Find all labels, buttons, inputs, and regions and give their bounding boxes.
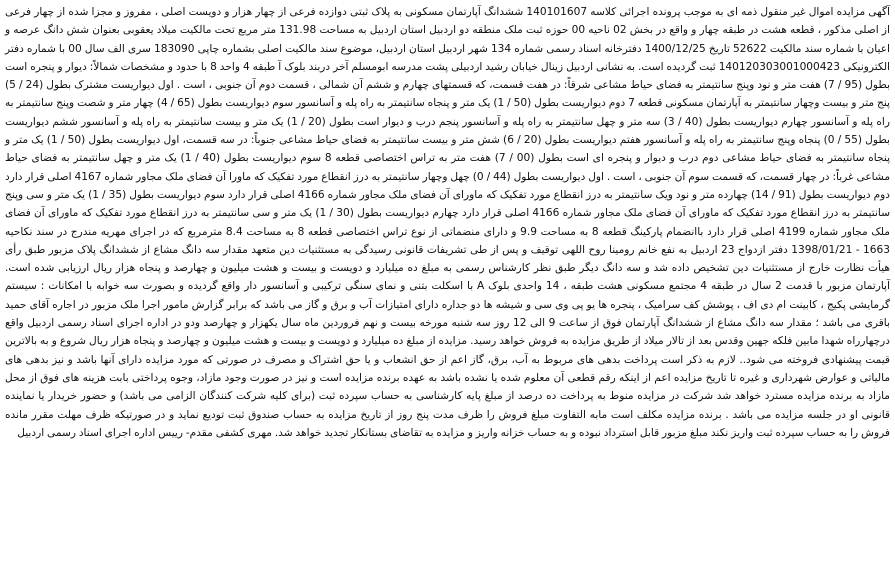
- auction-notice-text: آگهی مزایده اموال غیر منقول ذمه ای به موجب پرونده اجرائی کلاسه 140101607 ششدانگ آپارتمان مسکونی به پلاک ثبتی دوازده فرعی از چهار هزار و دویست اصلی ، مفروز و مجزا شده از چهار فرعی از اصلی مذکور ، قطعه هشت در طبقه چهار و واقع در بخش 02 ناحیه 00 حوزه ثبت ملک منطقه دو اردبیل استان اردبیل به مساحت 131.98 متر مربع تحت مالکیت میلاد یعقوبی بعنوان شش دانگ عرصه و اعیان با شماره سند مالکیت 52622 تاریخ 1400/12/25 دفترخانه اسناد رسمی شماره 134 شهر اردبیل استان اردبیل، موضوع سند مالکیت اصلی بشماره چاپی 183090 سری الف سال 00 با شماره دفتر الکترونیکی 140120303001000423 ثبت گردیده است. به نشانی اردبیل زینال خیابان رشید اردبیلی پشت مدرسه ابومسلم آخر دربند بلوک آ طبقه 4 واحد 8 با حدود و مشخصات شمالاً: دیوار و پنجره است بطول (95 / 7) هفت متر و نود وپنج سانتیمتر به فضای حیاط مشاعی شرقاً: در هفت قسمت، که قسمتهای چهارم و ششم آن شمالی ، قسمت دوم آن جنوبی ، است . اول دیواریست مشترک بطول (24 / 5) پنج متر و بیست وچهار سانتیمتر به آپارتمان مسکونی قطعه 7 دوم دیواریست بطول (50 / 1) یک متر و پنجاه سانتیمتر به راه پله و آسانسور سوم دیواریست بطول (65 / 4) چهار متر و شصت وپنج سانتیمتر به راه پله و آسانسور چهارم دیواریست بطول (40 / 3) سه متر و چهل سانتیمتر به راه پله و آسانسور پنجم درب و دیوار است بطول (20 / 1) یک متر و بیست سانتیمتر به راه پله و آسانسور ششم دیواریست بطول (55 / 0) پنجاه وپنج سانتیمتر به راه پله و آسانسور هفتم دیواریست بطول (20 / 6) شش متر و بیست سانتیمتر به فضای حیاط مشاعی جنوباً: در سه قسمت، اول دیواریست بطول (50 / 1) یک متر و پنجاه سانتیمتر به فضای حیاط مشاعی دوم درب و دیوار و پنجره ای است بطول (00 / 7) هفت متر به تراس اختصاصی قطعه 8 سوم دیواریست بطول (40 / 1) یک متر و چهل سانتیمتر به فضای حیاط مشاعی غرباً: در چهار قسمت، که قسمت سوم آن جنوبی ، است . اول دیواریست بطول (44 / 0) چهل وچهار سانتیمتر به درز انقطاع مورد تفکیک که ماورا آن فضای ملک مجاور شماره 4167 اصلی قرار دارد دوم دیواریست بطول (91 / 14) چهارده متر و نود ویک سانتیمتر به درز انقطاع مورد تفکیک که ماورای آن فضای ملک مجاور شماره 4166 اصلی قرار دارد سوم دیواریست بطول (35 / 1) یک متر و سی وپنج سانتیمتر به درز انقطاع مورد تفکیک که ماورای آن فضای ملک مجاور شماره 4166 اصلی قرار دارد چهارم دیواریست بطول (30 / 1) یک متر و سی سانتیمتر به درز انقطاع مورد تفکیک که ماورای آن فضای ملک مجاور شماره 4199 اصلی قرار دارد باانضمام پارکینگ قطعه 8 به مساحت 9.9 و دارای منضماتی از نوع تراس اختصاصی قطعه 8 به مساحت 8.4 مترمربع که در اجرای مهریه مندرج در سند نکاحیه 1663 - 1398/01/21 دفتر ازدواج 23 اردبیل به نفع خانم رومینا روح اللهی توقیف و پس از طی تشریفات قانونی رسیدگی به مستثنیات دین متعهد مقدار سه دانگ مشاع از ششدانگ پلاک مزبور طبق رأی هیأت نظارت خارج از مستثنیات دین تشخیص داده شد و سه دانگ دیگر طبق نظر کارشناس رسمی به مبلغ ده میلیارد و دویست و بیست و هشت میلیون و چهارصد و پنجاه هزار ریال ارزیابی شده است. آپارتمان مزبور با قدمت 2 سال در طبقه 4 مجتمع مسکونی هشت طبقه ، 14 واحدی بلوک A با اسکلت بتنی و نمای سنگی ترکیبی و آسانسور دار واقع گردیده و بصورت سه خوابه با امکانات : سیستم گرمایشی پکیج ، کابینت ام دی اف ، پوشش کف سرامیک ، پنجره ها یو پی وی سی و شیشه ها دو جداره دارای امتیازات آب و برق و گاز می باشد که برابر گزارش مامور اجرا ملک مزبور در اجاره آقای حمید باقری می باشد ؛ مقدار سه دانگ مشاع از ششدانگ آپارتمان فوق از ساعت 9 الی 12 روز سه شنبه مورخه بیست و نهم فروردین ماه سال یکهزار و چهارصد ودو در اداره اجرای اسناد رسمی اردبیل واقع درچهارراه شهدا مابین فلکه جهین وقدس بعد از تالار میلاد از طریق مزایده به فروش خواهد رسید. مزایده از مبلغ ده میلیارد و دویست و بیست و هشت میلیون و چهارصد و پنجاه هزار ریال شروع و به بالاترین قیمت پیشنهادی فروخته می شود.. لازم به ذکر است پرداخت بدهی های مربوط به آب، برق، گاز اعم از حق انشعاب و یا حق اشتراک و مصرف در صورتی که مورد مزایده دارای آنها باشد و نیز بدهی های مالیاتی و عوارض شهرداری و غیره تا تاریخ مزایده اعم از اینکه رقم قطعی آن معلوم شده یا نشده باشد به عهده برنده مزایده است و نیز در صورت وجود مازاد، وجوه پرداختی بابت هزینه های فوق از محل مازاد به برنده مزایده مسترد خواهد شد شرکت در مزایده منوط به پرداخت ده درصد از مبلغ پایه کارشناسی به حساب سپرده ثبت (برای کلیه شرکت کنندگان الزامی می باشد) و حضور خریدار یا نماینده قانونی او در جلسه مزایده می باشد . برنده مزایده مکلف است مابه التفاوت مبلغ فروش را ظرف مدت پنج روز از تاریخ مزایده به حساب صندوق ثبت تودیع نماید و در صورتیکه ظرف مهلت مقرر مانده فروش را به حساب سپرده ثبت واریز نکند مبلغ مزبور قابل استرداد نبوده و به حساب خزانه واریز و مزایده به تقاضای بستانکار تجدید خواهد شد. مهری کشفی مقدم- رییس اداره اجرای اسناد رسمی اردبیل: [5, 6, 891, 439]
